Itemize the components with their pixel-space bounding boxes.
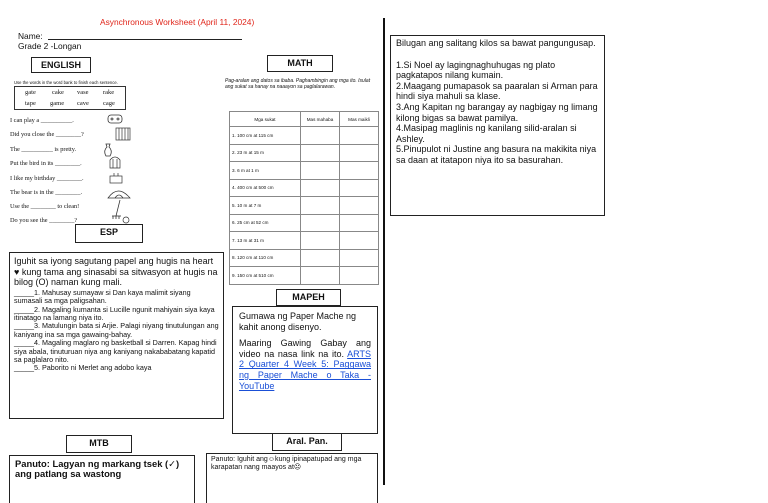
answer-cell[interactable] — [301, 179, 340, 197]
english-sentence: The __________ is pretty. — [10, 146, 77, 153]
word-bank — [14, 86, 126, 110]
filipino-box — [390, 35, 605, 216]
youtube-link[interactable]: ARTS 2 Quarter 4 Week 5: Paggawa ng Paper Mache o Taka - YouTube — [239, 348, 371, 391]
math-row-label: 1. 100 cm at 115 cm — [230, 127, 301, 145]
answer-cell[interactable] — [340, 197, 379, 215]
table-row — [230, 232, 379, 250]
math-row-label: 3. 6 m at 1 m — [230, 162, 301, 180]
rake-icon — [112, 200, 121, 219]
english-sentence: Put the bird in its ________. — [10, 160, 82, 167]
table-row — [230, 197, 379, 215]
esp-item: _____5. Paborito ni Merlet ang adobo kaya — [14, 363, 152, 373]
cage-icon — [110, 157, 120, 168]
word-bank-item: tape — [25, 100, 36, 107]
english-sentence: The bear is in the ________. — [10, 189, 83, 196]
column-divider — [383, 18, 385, 485]
answer-cell[interactable] — [340, 232, 379, 250]
math-row-label: 5. 10 m at 7 m — [230, 197, 301, 215]
worksheet-title: Asynchronous Worksheet (April 11, 2024) — [100, 17, 255, 27]
english-picture-clues — [104, 112, 134, 224]
filipino-item: 3.Ang Kapitan ng barangay ay nagbigay ng limang kilong bigas sa bawat pamilya. — [396, 101, 598, 123]
answer-cell[interactable] — [301, 249, 340, 267]
answer-cell[interactable] — [340, 162, 379, 180]
english-header: ENGLISH — [31, 57, 91, 73]
answer-cell[interactable] — [301, 197, 340, 215]
table-row — [230, 162, 379, 180]
mapeh-header: MAPEH — [276, 289, 341, 306]
word-bank-item: gate — [25, 89, 36, 96]
word-bank-item: vase — [77, 89, 89, 96]
answer-cell[interactable] — [340, 127, 379, 145]
answer-cell[interactable] — [301, 162, 340, 180]
english-sentence: Use the ________ to clean! — [10, 203, 80, 210]
tape-icon — [123, 217, 129, 223]
mtb-instruction: Panuto: Lagyan ng markang tsek (✓) ang patlang sa wastong — [15, 458, 180, 479]
answer-cell[interactable] — [301, 232, 340, 250]
math-row-label: 2. 23 m at 15 m — [230, 144, 301, 162]
aral-pan-box — [206, 453, 378, 503]
word-bank-item: cage — [103, 100, 115, 107]
math-table — [229, 111, 379, 285]
english-instruction: Use the words in the word bank to finish each sentence. — [14, 80, 118, 85]
name-line[interactable] — [48, 39, 242, 40]
math-instruction: Pag-aralan ang datos sa ibaba. Paghambingin ang mga ito. Isulat ang sukat sa hanay na naaayon sa paglalarawan. — [225, 78, 371, 90]
math-row-label: 7. 13 m at 31 m — [230, 232, 301, 250]
english-sentence: Did you close the ________? — [10, 131, 84, 138]
answer-cell[interactable] — [340, 267, 379, 285]
table-row — [230, 127, 379, 145]
answer-cell[interactable] — [301, 144, 340, 162]
answer-cell[interactable] — [340, 144, 379, 162]
answer-cell[interactable] — [301, 127, 340, 145]
word-bank-item: cake — [52, 89, 64, 96]
mapeh-guide-text: Maaring Gawing Gabay ang video na nasa link na ito. — [239, 338, 371, 359]
english-sentence: I can play a __________. — [10, 117, 74, 124]
english-sentence: Do you see the ________? — [10, 217, 78, 224]
vase-icon — [105, 144, 112, 156]
game-icon — [108, 115, 122, 123]
filipino-item: 5.Pinupulot ni Justine ang basura na makikita niya sa daan at itatapon niya ito sa basurahan. — [396, 144, 597, 165]
mapeh-guide — [239, 338, 371, 391]
aral-pan-instruction: Panuto: Iguhit ang☺kung ipinapatupad ang mga karapatan nang maayos at☹ — [211, 456, 362, 472]
name-label: Name: — [18, 31, 43, 41]
esp-item: _____2. Magaling kumanta si Lucille ngunit mahiyain siya kaya itinatago na lamang niya ito. — [14, 304, 215, 322]
math-col-header: Mas maikli — [340, 112, 379, 127]
answer-cell[interactable] — [340, 179, 379, 197]
cake-icon — [110, 173, 122, 183]
gate-icon — [116, 128, 130, 140]
math-row-label: 8. 120 cm at 110 cm — [230, 249, 301, 267]
esp-instruction: Iguhit sa iyong sagutang papel ang hugis na heart ♥ kung tama ang sinasabi sa sitwasyon at hugis na bilog (O) naman kung mali. — [14, 256, 218, 288]
filipino-item: 2.Maagang pumapasok sa paaralan si Arman para hindi siya mahuli sa klase. — [396, 80, 598, 102]
table-row — [230, 214, 379, 232]
math-row-label: 4. 400 cm at 500 cm — [230, 179, 301, 197]
grade-label: Grade 2 -Longan — [18, 41, 82, 51]
math-row-label: 6. 25 cm at 52 cm — [230, 214, 301, 232]
table-row — [230, 144, 379, 162]
word-bank-item: game — [50, 100, 65, 107]
word-bank-item: rake — [103, 89, 115, 96]
word-bank-item: cave — [77, 100, 89, 107]
mtb-box — [9, 455, 195, 503]
math-col-header: Mas mahaba — [301, 112, 340, 127]
table-row — [230, 249, 379, 267]
table-row — [230, 267, 379, 285]
filipino-instruction: Bilugan ang salitang kilos sa bawat pangungusap. — [396, 38, 596, 48]
answer-cell[interactable] — [340, 214, 379, 232]
filipino-item: 4.Masipag maglinis ng kanilang silid-aralan si Ashley. — [396, 123, 577, 144]
esp-box — [9, 252, 224, 419]
esp-header: ESP — [75, 224, 143, 243]
filipino-item: 1.Si Noel ay lagingnaghuhugas ng plato pagkatapos nilang kumain. — [396, 59, 556, 81]
answer-cell[interactable] — [301, 267, 340, 285]
english-sentence: I like my birthday ________. — [10, 175, 84, 182]
mtb-header: MTB — [66, 435, 132, 453]
answer-cell[interactable] — [340, 249, 379, 267]
aral-pan-header: Aral. Pan. — [272, 433, 342, 451]
esp-item: _____1. Mahusay sumayaw si Dan kaya malimit siyang sumasali sa mga paligsahan. — [14, 287, 191, 306]
math-row-label: 9. 150 cm at 510 cm — [230, 267, 301, 285]
mapeh-box — [232, 306, 378, 434]
math-header: MATH — [267, 55, 333, 72]
table-row — [230, 179, 379, 197]
cave-icon — [108, 191, 130, 198]
math-col-header: Mga sukat — [230, 112, 301, 127]
answer-cell[interactable] — [301, 214, 340, 232]
mapeh-instruction: Gumawa ng Paper Mache ng kahit anong disenyo. — [239, 311, 357, 332]
esp-item: _____4. Magaling maglaro ng basketball si Darren. Kapag hindi siya abala, tinuturuan niya ang kaniyang nakababatang kapatid sa paglalaro nito. — [14, 338, 217, 365]
esp-item: _____3. Matulungin bata si Arjie. Palagi niyang tinutulungan ang kaniyang ina sa mga gawaing-bahay. — [14, 321, 219, 339]
